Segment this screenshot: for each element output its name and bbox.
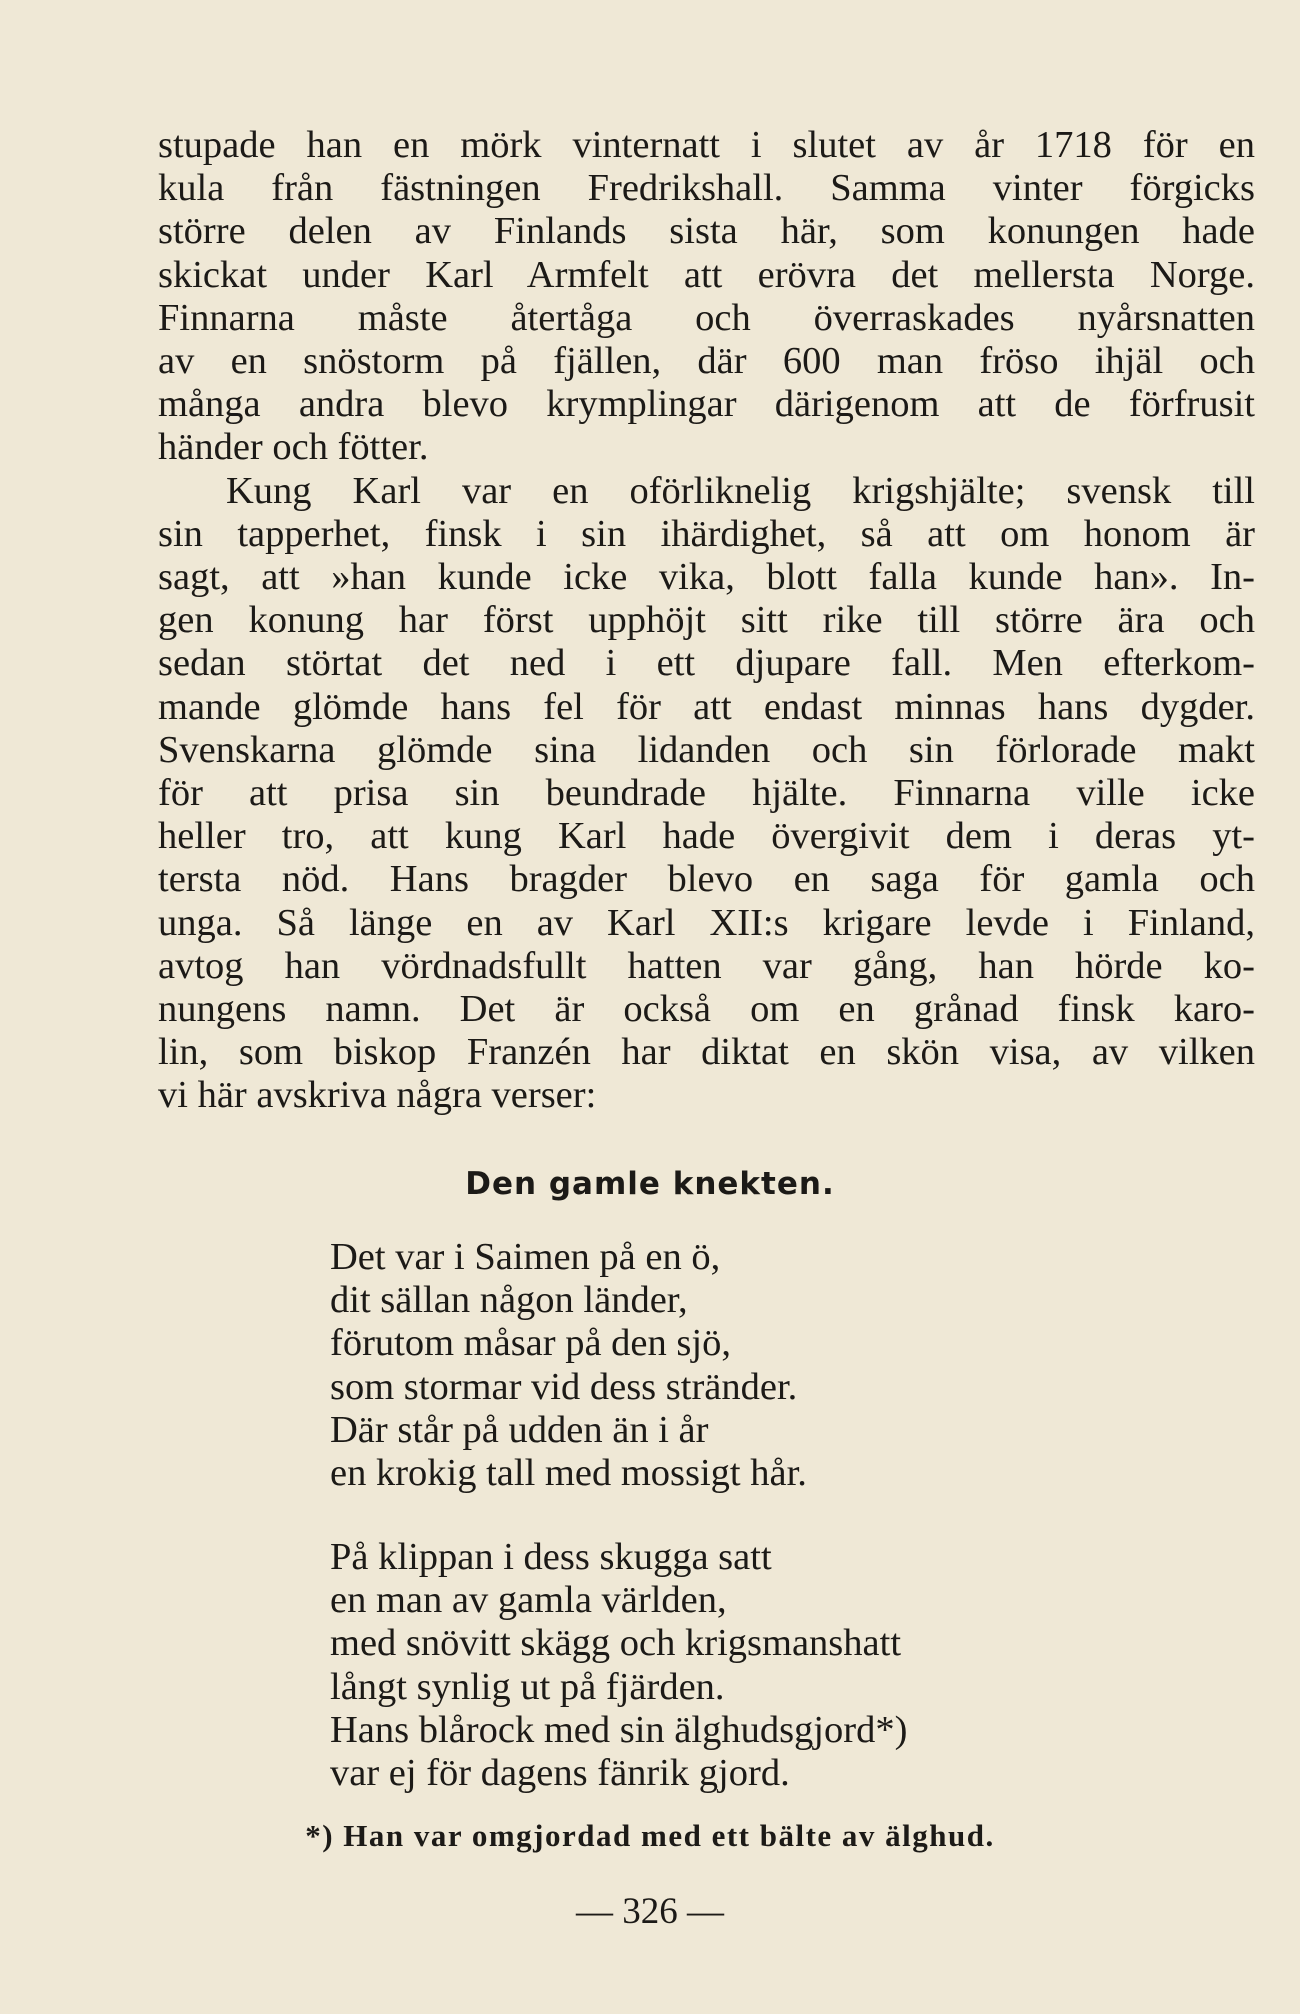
poem-title: Den gamle knekten. [465,1166,835,1202]
text-line: Svenskarna glömde sina lidanden och sin förlorade makt [158,728,1255,771]
text-line: mande glömde hans fel för att endast minnas hans dygder. [158,685,1255,728]
verse-line: var ej för dagens fänrik gjord. [330,1752,790,1795]
text-line: avtog han vördnadsfullt hatten var gång, han hörde ko- [158,944,1255,987]
text-line: gen konung har först upphöjt sitt rike till större ära och [158,599,1255,642]
verse-line: som stormar vid dess stränder. [330,1365,798,1408]
verse-line: en man av gamla världen, [330,1579,727,1622]
text-line: unga. Så länge en av Karl XII:s krigare levde i Finland, [158,901,1255,944]
text-line: av en snöstorm på fjällen, där 600 man fröso ihjäl och [158,340,1255,383]
text-line: många andra blevo krymplingar därigenom att de förfrusit [158,383,1255,426]
footnote: *) Han var omgjordad med ett bälte av älghud. [305,1818,995,1853]
text-line: sagt, att »han kunde icke vika, blott falla kunde han». In- [158,556,1255,599]
verse-line: Det var i Saimen på en ö, [330,1236,721,1278]
text-line: vi här avskriva några verser: [158,1074,597,1117]
text-line: Kung Karl var en oförliknelig krigshjälte; svensk till [226,469,1255,512]
verse-line: med snövitt skägg och krigsmanshatt [330,1622,902,1665]
text-line: Finnarna måste återtåga och överraskades nyårsnatten [158,296,1255,339]
text-line: stupade han en mörk vinternatt i slutet av år 1718 för en [158,124,1255,166]
text-line: lin, som biskop Franzén har diktat en skön visa, av vilken [158,1031,1255,1074]
text-line: kula från fästningen Fredrikshall. Samma vinter förgicks [158,167,1255,210]
verse-line: långt synlig ut på fjärden. [330,1665,725,1708]
poem-stanza [330,1536,907,1795]
text-line: heller tro, att kung Karl hade övergivit dem i deras yt- [158,815,1255,858]
verse-line: dit sällan någon länder, [330,1279,688,1322]
text-line: större delen av Finlands sista här, som konungen hade [158,210,1255,253]
verse-line: en krokig tall med mossigt hår. [330,1452,807,1495]
text-line: för att prisa sin beundrade hjälte. Finnarna ville icke [158,772,1255,815]
verse-line: På klippan i dess skugga satt [330,1536,772,1578]
text-line: händer och fötter. [158,426,429,469]
verse-line: Där står på udden än i år [330,1408,709,1451]
verse-line: förutom måsar på den sjö, [330,1322,731,1365]
text-line: skickat under Karl Armfelt att erövra det mellersta Norge. [158,253,1255,296]
text-line: nungens namn. Det är också om en grånad finsk karo- [158,988,1255,1031]
poem-stanza [330,1236,807,1495]
verse-line: Hans blårock med sin älghudsgjord*) [330,1708,908,1751]
body-text [158,124,1255,1118]
text-line: sedan störtat det ned i ett djupare fall. Men efterkom- [158,642,1255,685]
text-line: sin tapperhet, finsk i sin ihärdighet, så att om honom är [158,512,1255,555]
text-line: tersta nöd. Hans bragder blevo en saga för gamla och [158,858,1255,901]
page-number: — 326 — [576,1891,724,1932]
